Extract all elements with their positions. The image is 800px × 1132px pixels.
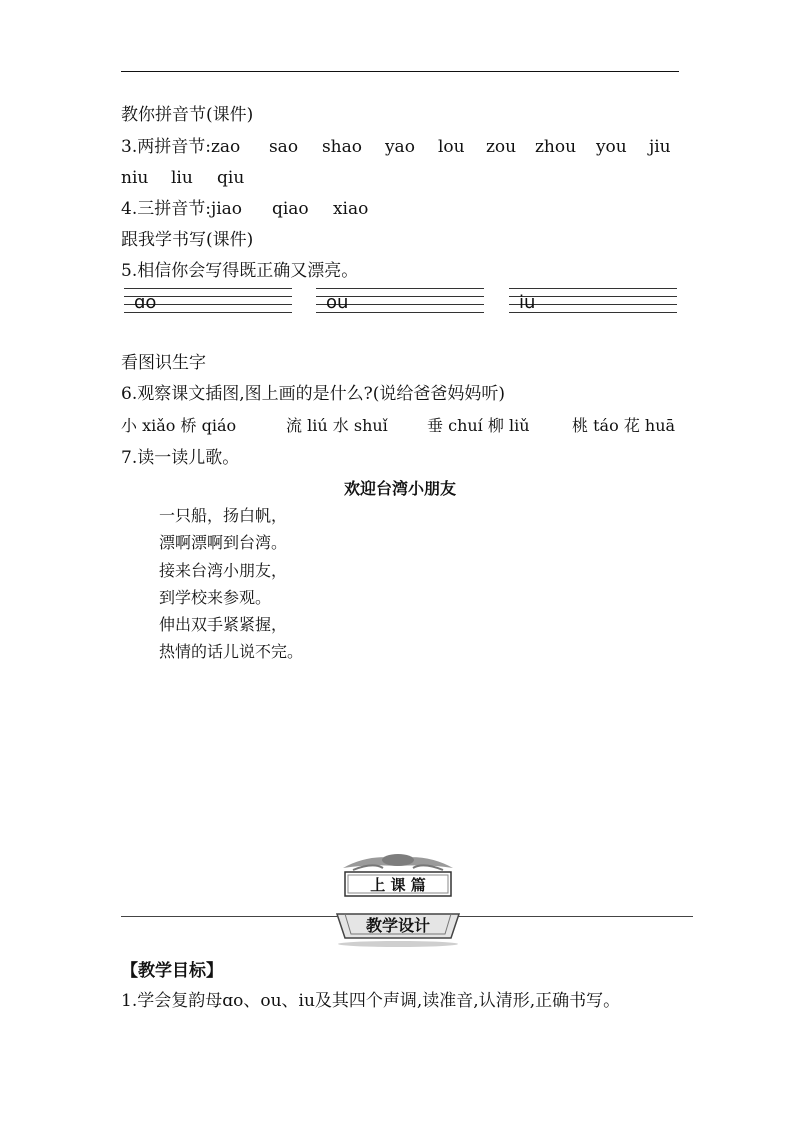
poem-title: 欢迎台湾小朋友 (343, 479, 456, 498)
two-spell-syllables-line (121, 136, 671, 158)
syllable: zou (485, 137, 517, 157)
poem-line: 一只船，扬白帆， (159, 506, 288, 525)
three-spell-label: 4.三拼音节: (121, 199, 211, 219)
syllable: jiao (210, 199, 243, 219)
syllable: qiao (271, 199, 309, 219)
writing-sample: ɑo (134, 292, 157, 313)
writing-grid-ou (316, 288, 484, 314)
poem-line: 到学校来参观。 (159, 588, 272, 607)
two-spell-label: 3.两拼音节: (121, 137, 211, 157)
poem-line: 接来台湾小朋友， (159, 561, 288, 580)
banner-top-label: 上 课 篇 (370, 876, 426, 894)
writing-grid-ao (124, 288, 292, 314)
syllable: qiu (217, 168, 245, 188)
syllable: liu (171, 168, 193, 188)
goals-heading: 【教学目标】 (121, 961, 223, 981)
vocab-line (121, 415, 675, 437)
vocab-word: 小 xiǎo 桥 qiáo (121, 416, 237, 435)
vocab-word: 桃 táo 花 huā (572, 416, 676, 435)
syllable: zao (210, 137, 241, 157)
lesson-banner (323, 848, 473, 948)
section-title-syllables: 教你拼音节(课件) (121, 105, 254, 125)
banner-bottom-label: 教学设计 (365, 916, 431, 935)
poem-line: 伸出双手紧紧握， (159, 615, 288, 634)
writing-sample: iu (519, 292, 536, 313)
section-title-picture: 看图识生字 (121, 353, 206, 373)
syllable: zhou (534, 137, 577, 157)
syllable: sao (268, 137, 299, 157)
writing-grid-iu (509, 288, 677, 314)
question-7: 7.读一读儿歌。 (121, 448, 240, 468)
syllable: niu (121, 168, 149, 188)
goal-item-1: 1.学会复韵母ɑo、ou、iu及其四个声调,读准音,认清形,正确书写。 (121, 991, 621, 1011)
syllable: jiu (648, 137, 671, 157)
syllable: lou (437, 137, 465, 157)
vocab-word: 垂 chuí 柳 liǔ (427, 416, 530, 435)
vocab-word: 流 liú 水 shuǐ (286, 416, 388, 435)
question-6: 6.观察课文插图,图上画的是什么?(说给爸爸妈妈听) (121, 384, 506, 404)
poem-line: 漂啊漂啊到台湾。 (159, 533, 288, 552)
writing-instruction: 5.相信你会写得既正确又漂亮。 (121, 261, 359, 281)
floral-ornament-icon (343, 854, 453, 870)
syllable: you (595, 137, 627, 157)
syllable: xiao (332, 199, 369, 219)
two-spell-syllables-line-2 (121, 167, 244, 189)
section-title-writing: 跟我学书写(课件) (121, 230, 254, 250)
syllable: yao (384, 137, 415, 157)
top-rule (121, 71, 679, 72)
writing-sample: ou (326, 292, 349, 313)
three-spell-syllables-line (121, 198, 368, 220)
syllable: shao (321, 137, 362, 157)
poem-line: 热情的话儿说不完。 (159, 642, 304, 661)
